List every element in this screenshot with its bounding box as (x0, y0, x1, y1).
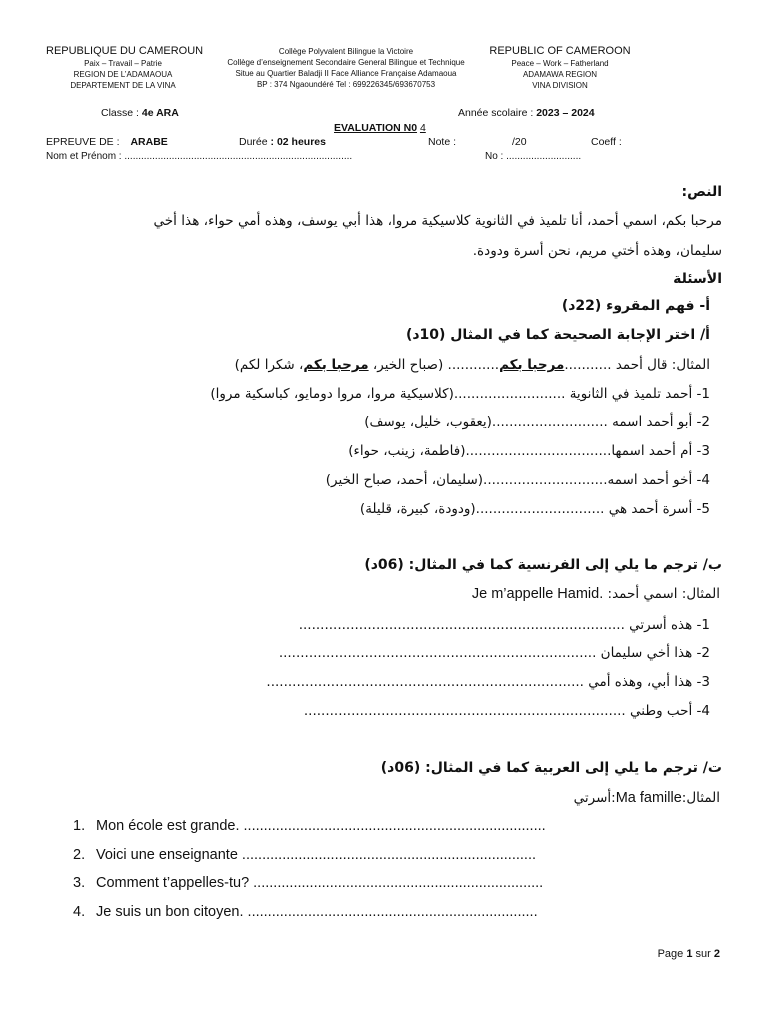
subject-value: ARABE (130, 136, 168, 148)
header-left (46, 44, 204, 91)
part-c-title: ت/ ترجم ما يلي إلى العربية كما في المثال: (06د) (380, 760, 722, 776)
note-field (428, 136, 456, 148)
motto-en: Peace – Work – Fatherland (511, 59, 609, 68)
division-en: VINA DIVISION (532, 81, 588, 90)
part-c-item-4 (73, 904, 538, 920)
example-prefix: المثال: قال أحمد ........... (564, 357, 710, 373)
year-field (458, 107, 595, 119)
item-text: Mon école est grande. ........................................................................... (96, 818, 546, 834)
example-answer: مرحبا بكم (499, 357, 565, 373)
part-b-example (472, 586, 720, 602)
duration-label: Durée (239, 136, 268, 148)
duration-value: : 02 heures (270, 136, 326, 148)
school-type: Collège d’enseignement Secondaire General Bilingue et Technique (227, 58, 465, 67)
part-c-example (574, 790, 720, 806)
evaluation-title (334, 122, 426, 134)
name-field: Nom et Prénom : .................................................................................. (46, 151, 353, 162)
example-label: المثال: اسمي أحمد: (607, 586, 720, 602)
example-label: المثال: (681, 790, 720, 806)
part-a-item-5: 5- أسرة أحمد هي ..............................(ودودة، كبيرة، قليلة) (359, 501, 710, 517)
item-number: 4. (73, 904, 86, 920)
class-field (101, 107, 179, 119)
item-text: Voici une enseignante ......................................................................... (96, 847, 537, 863)
country-fr: REPUBLIQUE DU CAMEROUN (46, 45, 204, 57)
part-c-item-1 (73, 818, 546, 834)
page-total: 2 (713, 948, 720, 960)
item-number: 2. (73, 847, 86, 863)
part-c-item-3 (73, 875, 543, 891)
part-a-item-1: 1- أحمد تلميذ في الثانوية ..........................(كلاسيكية مروا، مروا دومايو، كباسكية مروا) (210, 386, 710, 402)
coeff-field: Coeff : (591, 136, 622, 148)
number-field: No : ........................... (485, 151, 582, 162)
page-label: Page (657, 948, 684, 960)
school-address: Situe au Quartier Baladji II Face Alliance Française Adamaoua (235, 69, 457, 78)
page-current: 1 (686, 948, 693, 960)
item-number: 1. (73, 818, 86, 834)
example-suffix-start: ............ (صباح الخير، (368, 357, 500, 373)
evaluation-number: 4 (419, 122, 426, 134)
example-fr: Je m’appelle Hamid. (471, 586, 604, 602)
note-value: /20 (512, 136, 527, 148)
questions-title: الأسئلة (673, 271, 722, 287)
part-b-item-3: 3- هذا أبي، وهذه أمي .......................................................................... (266, 674, 710, 690)
item-number: 3. (73, 875, 86, 891)
example-answer-choice: مرحبا بكم (303, 357, 369, 373)
part-b-item-4: 4- أحب وطني ........................................................................... (303, 703, 710, 719)
school-contact: BP : 374 Ngaoundéré Tel : 699226345/693670753 (256, 80, 436, 89)
country-en: REPUBLIC OF CAMEROON (489, 45, 631, 57)
class-label: Classe : (101, 107, 139, 119)
region-fr: REGION DE L’ADAMAOUA (73, 70, 173, 79)
header-right (486, 44, 634, 91)
text-line-1: مرحبا بكم، اسمي أحمد، أنا تلميذ في الثانوية كلاسيكية مروا، هذا أبي يوسف، وهذه أمي حواء، هذا أخي (153, 213, 722, 229)
header-center (190, 46, 502, 90)
part-b-title: ب/ ترجم ما يلي إلى الفرنسية كما في المثال: (06د) (364, 557, 722, 573)
class-value: 4e ARA (141, 107, 179, 119)
motto-fr: Paix – Travail – Patrie (84, 59, 162, 68)
region-en: ADAMAWA REGION (522, 70, 598, 79)
item-text: Je suis un bon citoyen. ........................................................................ (96, 904, 538, 920)
part-b-item-2: 2- هذا أخي سليمان .......................................................................... (278, 645, 710, 661)
part-a-subtitle: أ/ اختر الإجابة الصحيحة كما في المثال (10د) (405, 327, 710, 343)
text-line-2: سليمان، وهذه أختي مريم، نحن أسرة ودودة. (472, 243, 722, 259)
part-a-item-4: 4- أخو أحمد اسمه.............................(سليمان، أحمد، صباح الخير) (325, 472, 710, 488)
department-fr: DEPARTEMENT DE LA VINA (70, 81, 176, 90)
year-value: 2023 – 2024 (536, 107, 595, 119)
subject-label: EPREUVE DE : (46, 136, 120, 148)
year-label: Année scolaire : (458, 107, 534, 119)
part-c-item-2 (73, 847, 536, 863)
part-a-item-2: 2- أبو أحمد اسمه ...........................(يعقوب، خليل، يوسف) (364, 414, 710, 430)
example-fr: Ma famille (615, 790, 682, 806)
text-title: النص: (681, 184, 722, 200)
subject-field (46, 136, 168, 148)
part-b-item-1: 1- هذه أسرتي ............................................................................ (298, 617, 710, 633)
part-a-title: أ- فهم المقروء (22د) (561, 298, 710, 314)
item-text: Comment t’appelles-tu? ........................................................................ (96, 875, 544, 891)
example-suffix-end: ، شكرا لكم) (234, 357, 304, 373)
duration-field (239, 136, 326, 148)
part-a-example (235, 357, 710, 373)
part-a-item-3: 3- أم أحمد اسمها..................................(فاطمة، زينب، حواء) (348, 443, 710, 459)
evaluation-label: EVALUATION N0 (334, 122, 418, 134)
note-label: Note : (428, 136, 457, 148)
school-name: Collège Polyvalent Bilingue la Victoire (278, 47, 414, 56)
page-number (658, 948, 720, 960)
example-ar: :أسرتي (573, 790, 616, 806)
page-sep: sur (695, 948, 711, 960)
